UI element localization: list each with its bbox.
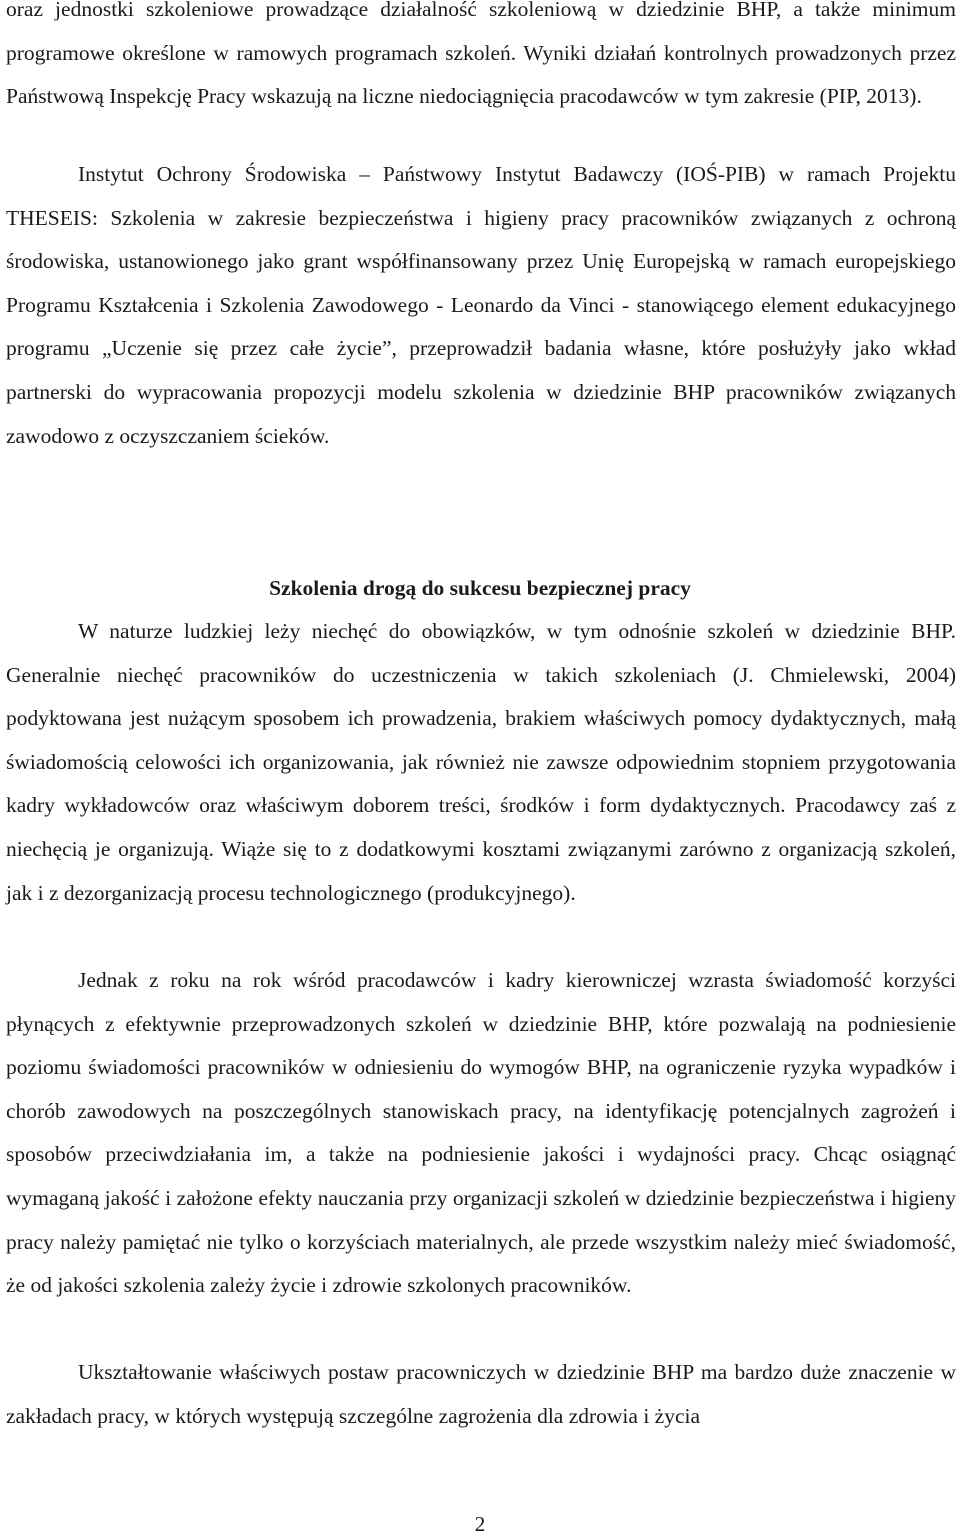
page-number: 2: [474, 1512, 486, 1536]
section-heading: Szkolenia drogą do sukcesu bezpiecznej pracy: [269, 576, 691, 600]
paragraph-training-reluctance: W naturze ludzkiej leży niechęć do obowiązków, w tym odnośnie szkoleń w dziedzinie BHP. Generalnie niechęć pracowników do uczestniczenia w takich szkoleniach (J. Chmielewski, 2004) podyktowana jest nużącym sposobem ich prowadzenia, brakiem właściwych pomocy dydaktycznych, małą świadomością celowości ich organizowania, jak również nie zawsze odpowiednim stopniem przygotowania kadry wykładowców oraz właściwym doborem treści, środków i form dydaktycznych. Pracodawcy zaś z niechęcią je organizują. Wiąże się to z dodatkowymi kosztami związanymi zarówno z organizacją szkoleń, jak i z dezorganizacją procesu technologicznego (produkcyjnego).: [6, 619, 956, 905]
paragraph-attitudes: Ukształtowanie właściwych postaw pracowniczych w dziedzinie BHP ma bardzo duże znaczenie w zakładach pracy, w których występują szczególne zagrożenia dla zdrowia i życia: [6, 1360, 956, 1428]
paragraph-ios-pib: Instytut Ochrony Środowiska – Państwowy Instytut Badawczy (IOŚ-PIB) w ramach Projektu THESEIS: Szkolenia w zakresie bezpieczeństwa i higieny pracy pracowników związanych z ochroną środowiska, ustanowionego jako grant współfinansowany przez Unię Europejską w ramach europejskiego Programu Kształcenia i Szkolenia Zawodowego - Leonardo da Vinci - stanowiącego element edukacyjnego programu „Uczenie się przez całe życie”, przeprowadził badania własne, które posłużyły jako wkład partnerski do wypracowania propozycji modelu szkolenia w dziedzinie BHP pracowników związanych zawodowo z oczyszczaniem ścieków.: [6, 162, 956, 448]
paragraph-awareness: Jednak z roku na rok wśród pracodawców i kadry kierowniczej wzrasta świadomość korzyści płynących z efektywnie przeprowadzonych szkoleń w dziedzinie BHP, które pozwalają na podniesienie poziomu świadomości pracowników w odniesieniu do wymogów BHP, na ograniczenie ryzyka wypadków i chorób zawodowych na poszczególnych stanowiskach pracy, na identyfikację potencjalnych zagrożeń i sposobów przeciwdziałania im, a także na podniesienie jakości i wydajności pracy. Chcąc osiągnąć wymaganą jakość i założone efekty nauczania przy organizacji szkoleń w dziedzinie bezpieczeństwa i higieny pracy należy pamiętać nie tylko o korzyściach materialnych, ale przede wszystkim należy mieć świadomość, że od jakości szkolenia zależy życie i zdrowie szkolonych pracowników.: [6, 968, 956, 1298]
paragraph-continuation: oraz jednostki szkoleniowe prowadzące działalność szkoleniową w dziedzinie BHP, a także minimum programowe określone w ramowych programach szkoleń. Wyniki działań kontrolnych prowadzonych przez Państwową Inspekcję Pracy wskazują na liczne niedociągnięcia pracodawców w tym zakresie (PIP, 2013).: [6, 0, 956, 109]
